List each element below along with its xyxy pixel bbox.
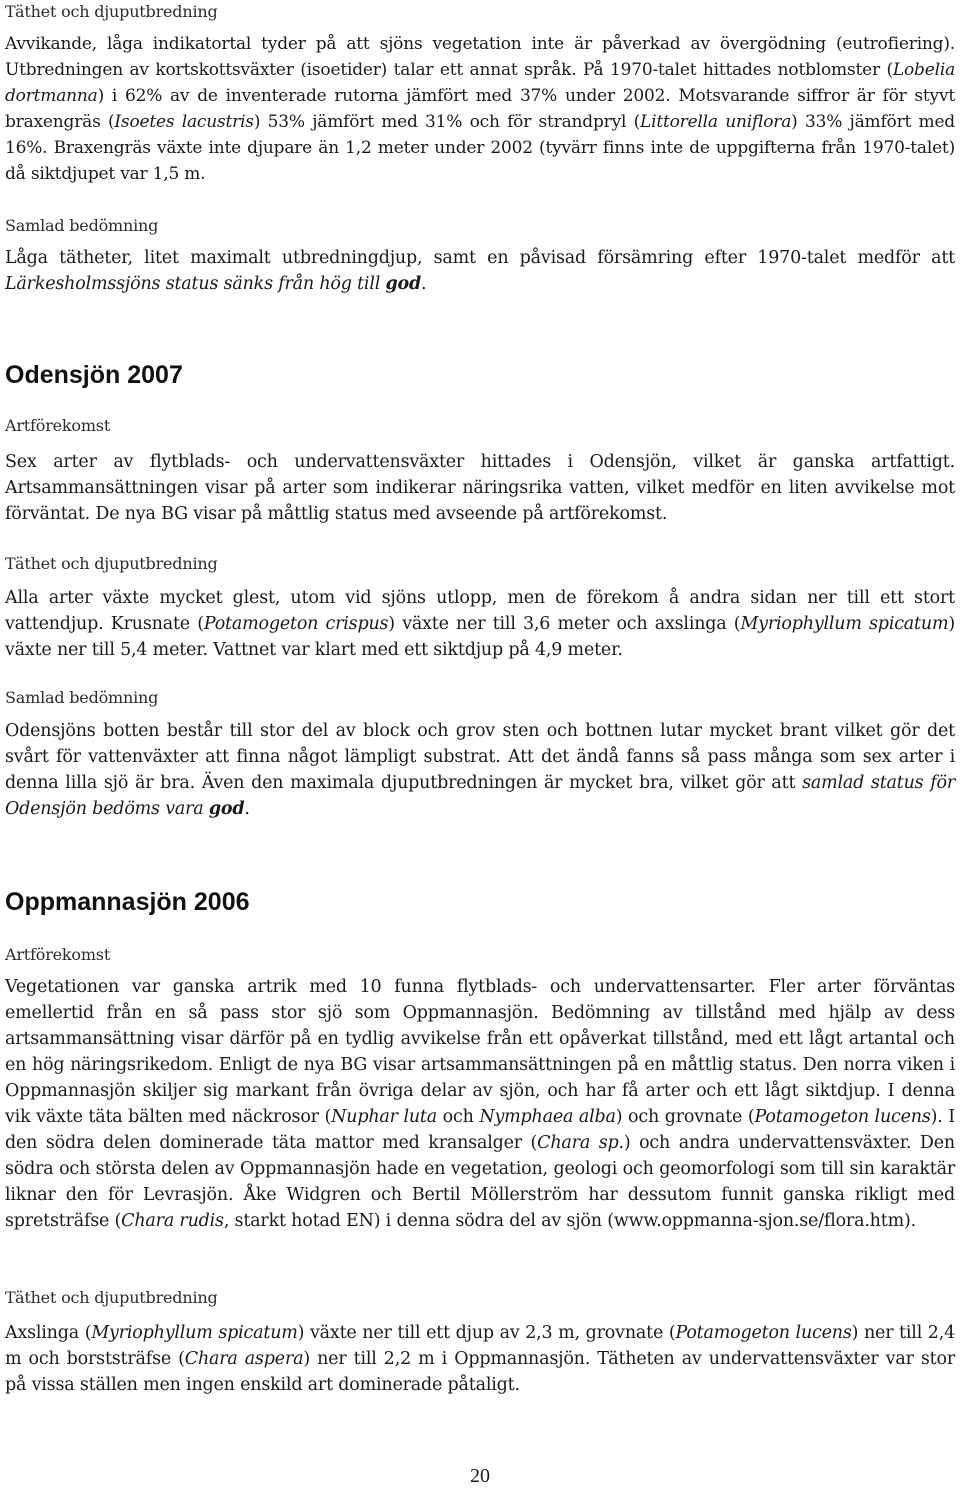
subheading-density: Täthet och djuputbredning (5, 2, 218, 21)
paragraph-species-oppmannasjon: Vegetationen var ganska artrik med 10 funna flytblads- och undervattensarter. Fler arter förväntas emellertid från en så pass stor sjö som Oppmannasjön. Bedömning av tillstånd med hjälp av dess artsammansättning visar därför på en tydlig avvikelse från ett opåverkat tillstånd, med ett lågt artantal och en hög näringsrikedom. Enligt de nya BG visar artsammansättningen på en måttlig status. Den norra viken i Oppmannasjön skiljer sig markant från övriga delar av sjön, och har få arter och ett lågt siktdjup. I denna vik växte täta bälten med näckrosor (Nuphar luta och Nymphaea alba) och grovnate (Potamogeton lucens). I den södra delen dominerade täta mattor med kransalger (Chara sp.) och andra undervattensväxter. Den södra och största delen av Oppmannasjön hade en vegetation, geologi och geomorfologi som till sin karaktär liknar den för Levrasjön. Åke Widgren och Bertil Möllerström har dessutom funnit ganska rikligt med spretsträfse (Chara rudis, starkt hotad EN) i denna södra del av sjön (www.oppmanna-sjon.se/flora.htm). (5, 977, 956, 1231)
subheading-species: Artförekomst (5, 416, 111, 435)
paragraph-species-odensjon: Sex arter av flytblads- och undervattensväxter hittades i Odensjön, vilket är ganska artfattigt. Artsammansättningen visar på arter som indikerar näringsrika vatten, vilket medför en liten avvikelse mot förväntat. De nya BG visar på måttlig status med avseende på artförekomst. (5, 452, 955, 524)
subheading-assessment: Samlad bedömning (5, 216, 159, 235)
section-heading-oppmannasjon: Oppmannasjön 2006 (5, 888, 250, 916)
paragraph-assessment-lark: Låga tätheter, litet maximalt utbredningdjup, samt en påvisad försämring efter 1970-talet medför att Lärkesholmssjöns status sänks från hög till god. (5, 248, 955, 294)
paragraph-assessment-odensjon: Odensjöns botten består till stor del av block och grov sten och bottnen lutar mycket brant vilket gör det svårt för vattenväxter att finna något lämpligt substrat. Att det ändå fanns så pass många som sex arter i denna lilla sjö är bra. Även den maximala djuputbredningen är mycket bra, vilket gör att samlad status för Odensjön bedöms vara god. (5, 721, 955, 819)
subheading-density: Täthet och djuputbredning (5, 1288, 218, 1307)
subheading-density: Täthet och djuputbredning (5, 554, 218, 573)
subheading-assessment: Samlad bedömning (5, 688, 159, 707)
paragraph-density-oppmannasjon: Axslinga (Myriophyllum spicatum) växte ner till ett djup av 2,3 m, grovnate (Potamogeton lucens) ner till 2,4 m och borststräfse (Chara aspera) ner till 2,2 m i Oppmannasjön. Tätheten av undervattensväxter var stor på vissa ställen men ingen enskild art dominerade påtaligt. (5, 1323, 956, 1395)
section-heading-odensjon: Odensjön 2007 (5, 361, 183, 389)
page-number: 20 (470, 1465, 490, 1487)
subheading-species: Artförekomst (5, 945, 111, 964)
paragraph-density-odensjon: Alla arter växte mycket glest, utom vid sjöns utlopp, men de förekom å andra sidan ner till ett stort vattendjup. Krusnate (Potamogeton crispus) växte ner till 3,6 meter och axslinga (Myriophyllum spicatum) växte ner till 5,4 meter. Vattnet var klart med ett siktdjup på 4,9 meter. (5, 588, 955, 660)
paragraph-density-lark: Avvikande, låga indikatortal tyder på att sjöns vegetation inte är påverkad av övergödning (eutrofiering). Utbredningen av kortskottsväxter (isoetider) talar ett annat språk. På 1970-talet hittades notblomster (Lobelia dortmanna) i 62% av de inventerade rutorna jämfört med 37% under 2002. Motsvarande siffror är för styvt braxengräs (Isoetes lacustris) 53% jämfört med 31% och för strandpryl (Littorella uniflora) 33% jämfört med 16%. Braxengräs växte inte djupare än 1,2 meter under 2002 (tyvärr finns inte de uppgifterna från 1970-talet) då siktdjupet var 1,5 m. (5, 34, 955, 184)
